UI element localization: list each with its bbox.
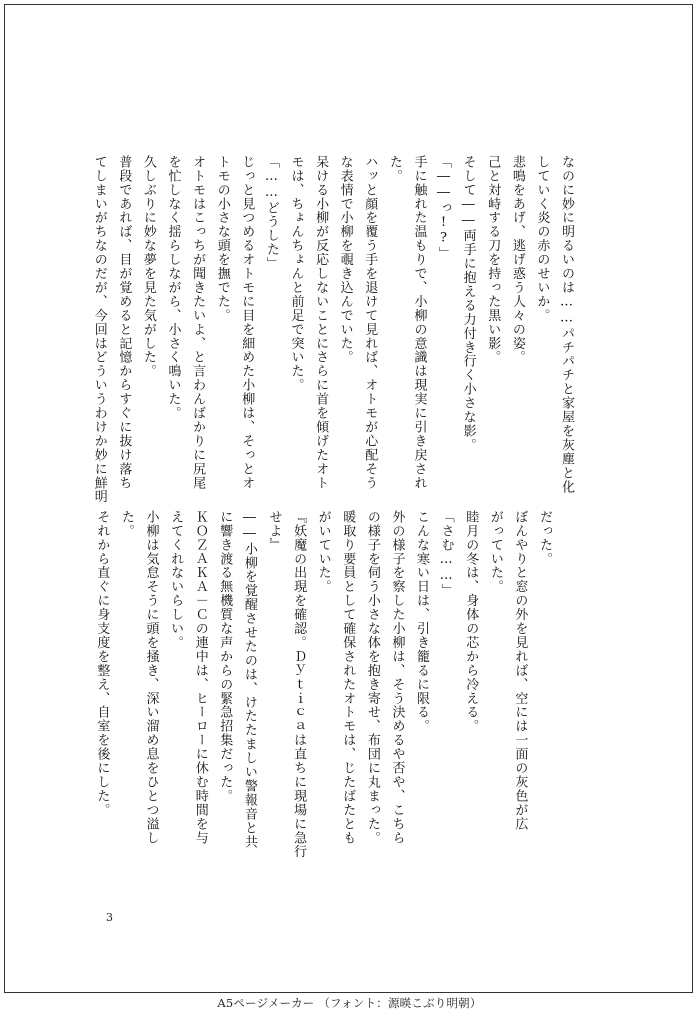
text-line: 外の様子を察した小柳は、そう決めるや否や、こちら: [389, 510, 405, 845]
manuscript-page: [4, 4, 693, 993]
text-line: た。: [386, 155, 402, 183]
text-line: 己と対峙する刀を持った黒い影。: [485, 155, 501, 365]
text-line: だった。: [537, 510, 552, 566]
text-line: ――小柳を覚醒させたのは、けたたましい警報音と共: [241, 510, 257, 849]
page-footer-caption: A5ページメーカー （フォント：源暎こぶり明朝）: [217, 996, 482, 1010]
text-line: 普段であれば、目が覚めると記憶からすぐに抜け落ち: [116, 155, 132, 490]
text-line: していく炎の赤のせいか。: [534, 155, 550, 323]
text-line: を忙しなく揺らしながら、小さく鳴いた。: [165, 155, 181, 421]
text-line: 悲鳴をあげ、逃げ惑う人々の姿。: [509, 155, 525, 365]
text-line: それから直ぐに身支度を整え、自室を後にした。: [94, 510, 110, 817]
text-line: じっと見つめるオトモに目を細めた小柳は、そっとオ: [239, 155, 255, 490]
text-line: モは、ちょんちょんと前足で突いた。: [288, 155, 304, 393]
text-line: の様子を伺う小さな体を抱き寄せ、布団に丸まった。: [364, 510, 380, 845]
lower-text-block: [89, 510, 556, 895]
text-line: 『妖魔の出現を確認。Ｄｙｔｉｃａは直ちに現場に急行: [291, 510, 307, 859]
text-line: てしまいがちなのだが、今回はどういうわけか妙に鮮明: [91, 155, 107, 504]
text-line: オトモはこっちが聞きたいよ、と言わんばかりに尻尾: [190, 155, 206, 490]
text-line: ハッと顔を覆う手を退けて見れば、オトモが心配そう: [362, 155, 378, 490]
text-line: そして――両手に抱える力付き行く小さな影。: [460, 155, 476, 452]
text-line: せよ』: [266, 510, 282, 552]
text-line: なのに妙に明るいのは……パチパチと家屋を灰塵と化: [559, 155, 574, 494]
text-line: こんな寒い日は、引き籠るに限る。: [414, 510, 430, 734]
text-line: な表情で小柳を覗き込んでいた。: [337, 155, 353, 365]
text-line: 暖取り要員として確保されたオトモは、じたばたとも: [340, 510, 356, 845]
text-line: 「さむ……」: [438, 510, 454, 598]
page-number: 3: [106, 911, 113, 924]
text-line: がっていた。: [487, 510, 503, 594]
text-line: がいていた。: [315, 510, 331, 594]
text-line: 「……どうした」: [263, 155, 279, 271]
text-line: 手に触れた温もりで、小柳の意識は現実に引き戻され: [411, 155, 427, 490]
text-line: 小柳は気怠そうに頭を掻き、深い溜め息をひとつ溢し: [143, 510, 159, 845]
text-line: 久しぶりに妙な夢を見た気がした。: [140, 155, 156, 379]
text-line: 「――っ!?」: [436, 155, 452, 261]
text-line: えてくれないらしい。: [168, 510, 184, 650]
text-line: ぼんやりと窓の外を見れば、空には一面の灰色が広: [512, 510, 528, 831]
text-line: 呆ける小柳が反応しないことにさらに首を傾げたオト: [313, 155, 329, 490]
upper-text-block: [86, 155, 578, 504]
text-line: に響き渡る無機質な声からの緊急招集だった。: [217, 510, 233, 803]
text-line: た。: [118, 510, 134, 538]
text-line: トモの小さな頭を撫でた。: [214, 155, 230, 323]
text-line: ＫＯＺＡＫＡ－Ｃの連中は、ヒーローに休む時間を与: [192, 510, 208, 845]
text-line: 睦月の冬は、身体の芯から冷える。: [463, 510, 479, 734]
